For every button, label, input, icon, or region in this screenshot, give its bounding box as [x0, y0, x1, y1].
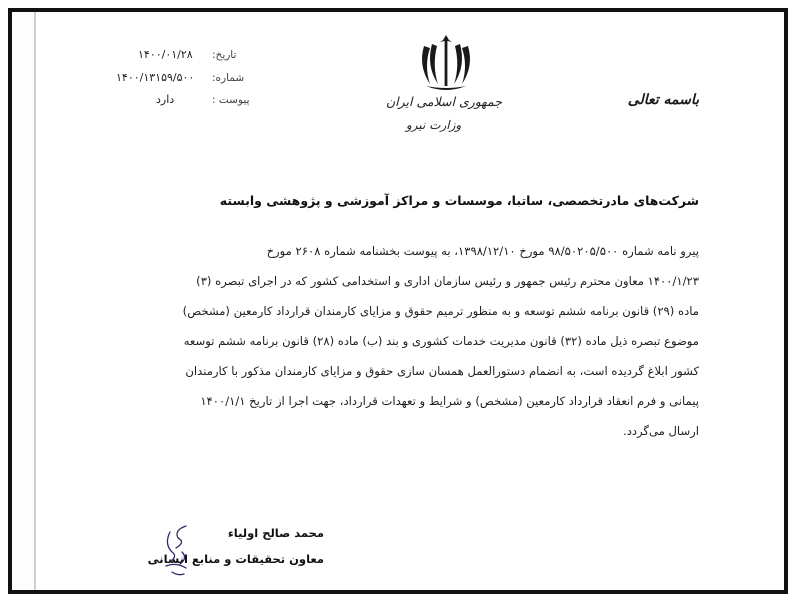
body-line: کشور ابلاغ گردیده است، به انضمام دستورالعمل همسان سازی حقوق و مزایای کارمندان مذکور با کارمندان — [185, 364, 699, 378]
date-value: ۱۴۰۰/۰۱/۲۸ — [138, 48, 193, 61]
body-line: ۱۴۰۰/۱/۲۳ معاون محترم رئیس جمهور و رئیس سازمان اداری و استخدامی کشور که در اجرای تبصره (۳) — [196, 274, 699, 288]
attachment-value: دارد — [156, 93, 175, 106]
signatory-name: محمد صالح اولیاء — [227, 526, 324, 540]
body-line: موضوع تبصره ذیل ماده (۳۲) قانون مدیریت خدمات کشوری و بند (ب) ماده (۲۸) قانون برنامه ششم توسعه — [183, 334, 699, 348]
body-line: ماده (۲۹) قانون برنامه ششم توسعه و به منظور ترمیم حقوق و مزایای کارمندان قرارداد کارمعین (مشخص) — [182, 304, 699, 318]
attachment-label: پیوست : — [212, 94, 250, 106]
ministry-title: وزارت نیرو — [406, 118, 462, 132]
besmeh-heading: باسمه تعالی — [627, 92, 699, 108]
number-value: ۱۴۰۰/۱۳۱۵۹/۵۰۰ — [116, 71, 195, 84]
body-line: ارسال می‌گردد. — [623, 424, 699, 438]
body-line: پیرو نامه شماره ۹۸/۵۰۲۰۵/۵۰۰ مورخ ۱۳۹۸/۱۲/۱۰، به پیوست بخشنامه شماره ۲۶۰۸ مورخ — [266, 244, 699, 258]
iran-emblem-icon — [416, 34, 476, 96]
body-line: پیمانی و فرم انعقاد قرارداد کارمعین (مشخص) و شرایط و تعهدات قرارداد، جهت اجرا از تاریخ ۱۴۰۰/۱/۱ — [200, 394, 699, 408]
republic-title: جمهوری اسلامی ایران — [386, 94, 502, 109]
signatory-title: معاون تحقیقات و منابع انسانی — [147, 552, 324, 566]
handwritten-signature — [156, 522, 196, 582]
document-frame — [8, 8, 788, 594]
date-label: تاریخ: — [212, 49, 237, 61]
number-label: شماره: — [212, 72, 245, 84]
recipient-line: شرکت‌های مادرتخصصی، ساتبا، موسسات و مراکز آموزشی و پژوهشی وابسته — [219, 193, 699, 208]
letter-page — [34, 12, 786, 590]
